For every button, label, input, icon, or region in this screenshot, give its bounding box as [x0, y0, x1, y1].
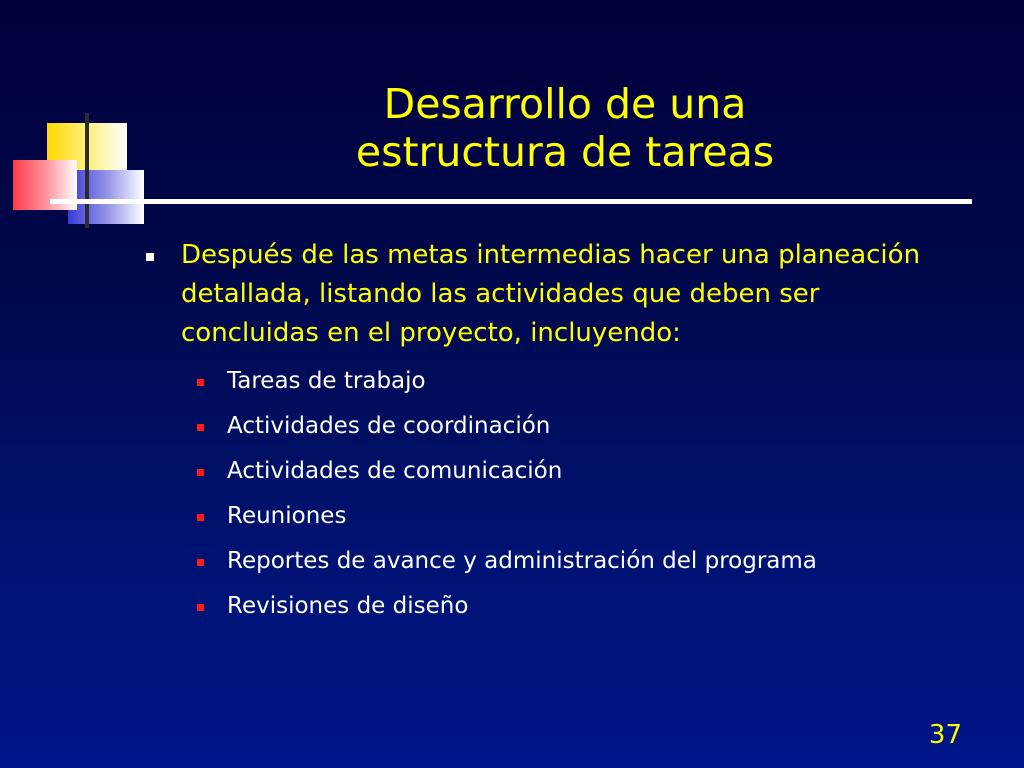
red-square-bullet-icon	[197, 514, 204, 521]
sub-bullet	[143, 359, 963, 404]
main-bullet-text: Después de las metas intermedias hacer una planeación detallada, listando las actividades que deben ser concluidas en el proyecto, incluyendo:	[181, 240, 921, 348]
sub-bullet	[143, 449, 963, 494]
square-bullet-icon	[146, 253, 154, 261]
red-square-bullet-icon	[197, 424, 204, 431]
main-bullet	[143, 236, 963, 353]
sub-bullet	[143, 584, 963, 629]
logo-vertical-line	[85, 113, 89, 228]
red-square-bullet-icon	[197, 379, 204, 386]
sub-bullet-text: Actividades de coordinación	[227, 413, 551, 439]
blue-square	[68, 170, 144, 224]
title-line-2: estructura de tareas	[355, 128, 775, 176]
sub-bullet-text: Revisiones de diseño	[227, 593, 469, 619]
slide-title	[290, 80, 840, 176]
slide-body	[143, 236, 963, 629]
title-line-1: Desarrollo de una	[383, 80, 747, 128]
sub-bullet-text: Tareas de trabajo	[227, 368, 426, 394]
red-square-bullet-icon	[197, 559, 204, 566]
sub-bullet	[143, 539, 963, 584]
red-square-bullet-icon	[197, 604, 204, 611]
title-divider	[50, 199, 972, 204]
decorative-squares-logo	[0, 0, 160, 240]
sub-bullet	[143, 494, 963, 539]
sub-bullet-text: Reuniones	[227, 503, 347, 529]
sub-bullet-list	[143, 359, 963, 629]
sub-bullet-text: Actividades de comunicación	[227, 458, 563, 484]
page-number: 37	[928, 720, 962, 750]
red-square-bullet-icon	[197, 469, 204, 476]
sub-bullet	[143, 404, 963, 449]
sub-bullet-text: Reportes de avance y administración del programa	[227, 548, 817, 574]
